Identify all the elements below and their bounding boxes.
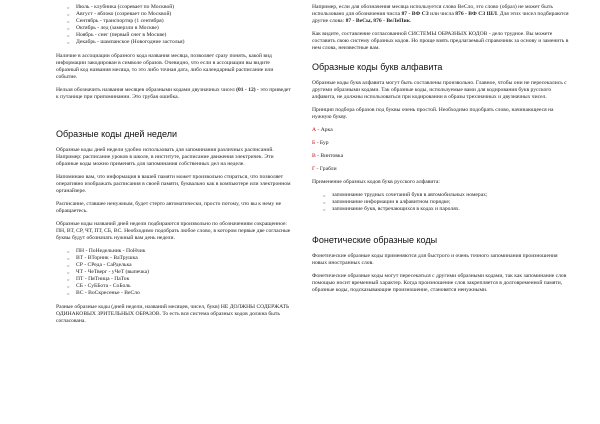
letter-sep: -	[316, 127, 321, 133]
days-list	[56, 248, 292, 297]
month-name: Июль	[76, 4, 90, 10]
list-item: ○ Сентябрь - транспортир (1 сентября)	[76, 18, 292, 25]
month-name: Август	[76, 11, 93, 17]
list-item: ○ Август - яблоко (созревает по Москвой)	[76, 11, 292, 18]
letter-row	[312, 153, 570, 160]
letter-sep: -	[315, 140, 320, 146]
letter-char: А	[312, 127, 317, 133]
paragraph: Напоминаю вам, что информация в вашей памяти может произвольно стираться, что позволяет оперативно изображать расписания в своей памяти, буквально как в компьютере или электронном органайзере.	[56, 174, 291, 194]
paragraph: Разные образные коды (дней недели, названий месяцев, чисел, букв) НЕ ДОЛЖНЫ СОДЕРЖАТЬ ОДИНАКОВЫХ ЗРИТЕЛЬНЫХ ОБРАЗОВ. То есть вся система образных кодов должна быть согласована.	[56, 304, 290, 324]
list-item: ○ ЧТ - ЧеТверг - уЧеТ (выпечка)	[76, 269, 292, 276]
list-item: ○ Октябрь - лед (замерзли в Москве)	[76, 25, 292, 32]
list-item: ○ Ноябрь - снег (первый снег в Москве)	[76, 32, 292, 39]
month-name: Декабрь	[76, 39, 96, 45]
letter-row	[312, 166, 570, 173]
list-item: ○ ПТ - ПяТница - ПаТок	[76, 276, 292, 283]
paragraph: Как видите, составление согласованной СИСТЕМЫ ОБРАЗНЫХ КОДОВ - дело трудное. Вы можете составить свою систему образных кодов. Но проще взять предлагаемый справочник за основу и заменить в нем слова, неизвестные вам.	[312, 31, 569, 51]
month-image: шампанское (Новогодние застолья)	[100, 39, 185, 45]
letter-word: Бур	[319, 140, 329, 146]
paragraph: Образные коды дней недели удобно использовать для запоминания различных расписаний. Например: расписание уроков в школе, в институте, расписание движения электричек. Эти образные коды можно применять для запоминания собственных дел на неделе.	[56, 147, 274, 167]
paragraph: Фонетические образные коды применяются для быстрого и очень точного запоминания произношения новых иностранных слов.	[312, 253, 558, 266]
list-item: ○ ПН - ПоНедельник - ПоНчик	[76, 248, 292, 255]
letter-word: Арка	[320, 127, 333, 133]
list-item: ○ ВС - ВоСкресенье - ВеСло	[76, 290, 292, 297]
paragraph: Наличие в ассоциации образного кода названия месяца, позволяет сразу понять, какой вид информации закодирован в символе образов. Очевидно, что если в ассоциации вы видите образный код названия месяца, то это либо точная дата, либо календарный расписание или событие.	[56, 53, 274, 80]
paragraph: Образные коды букв алфавита могут быть составлены произвольно. Главное, чтобы они не пересекались с другими образными кодами. Так образные коды, используемые вами для кодирования букв русского алфавита, не должны использоваться при кодировании в образы трехзначных и двузначных чисел.	[312, 80, 567, 100]
list-item: ○ запоминание трудных сочетаний букв в автомобильных номерах;	[332, 192, 570, 199]
paragraph: Фонетические образные коды могут пересекаться с другими образными кодами, так как запоминание слов помощью носит временный характер. Когда произношение слов закрепляется в долговременной памяти, образные коды, подсказывающие произношение, становятся ненужными.	[312, 273, 567, 293]
month-image: лед (замерзли в Москве)	[100, 25, 159, 31]
list-item: ○ Декабрь - шампанское (Новогодние застолья)	[76, 39, 292, 46]
list-item: ○ СР - СРеда - СаРделька	[76, 262, 292, 269]
section-heading-alphabet: Образные коды букв алфавита	[312, 62, 443, 72]
letter-word: Грабли	[319, 166, 337, 172]
letter-word: Винтовка	[320, 153, 344, 159]
month-image: снег (первый снег в Москве)	[98, 32, 167, 38]
letter-char: Г	[312, 166, 316, 172]
months-list	[56, 4, 292, 46]
right-column	[312, 0, 570, 300]
month-name: Октябрь	[76, 25, 96, 31]
paragraph: Нельзя обозначить названия месяцев образными кодами двузначных чисел (01 - 12) - это приведет к путанице при припоминании. Это грубая ошибка.	[56, 87, 291, 100]
letter-char: Б	[312, 140, 316, 146]
paragraph: Принцип подбора образов под буквы очень простой. Необходимо подобрать слово, начинающееся на нужную букву.	[312, 107, 554, 120]
letter-sep: -	[315, 153, 321, 159]
month-image: транспортир (1 сентября)	[103, 18, 164, 24]
paragraph: Расписание, ставшее ненужным, будет стерто автоматически, просто потому, что вы к нему не обращаетесь.	[56, 201, 282, 214]
list-item: ○ запоминание букв, встречающихся в кодах и паролях.	[332, 206, 570, 213]
month-image: яблоко (созревает по Москвой)	[97, 11, 172, 17]
month-name: Ноябрь	[76, 32, 94, 38]
list-item: ○ СБ - СуББота - СоБоль	[76, 283, 292, 290]
letters-list	[312, 127, 570, 173]
section-heading-phonetic: Фонетические образные коды	[312, 235, 438, 245]
paragraph: Применение образных кодов букв русского алфавита:	[312, 179, 440, 185]
letter-char: В	[312, 153, 316, 159]
letter-row	[312, 140, 570, 147]
uses-list	[312, 192, 570, 213]
left-column	[56, 0, 292, 331]
list-item: ○ ВТ - ВТорник - ВаТрушка	[76, 255, 292, 262]
letter-row	[312, 127, 570, 134]
list-item: ○ запоминание информации в алфавитном порядке;	[332, 199, 570, 206]
paragraph: Например, если для обозначения месяца используется слово ВеСло, это слово (образ) не может быть использовано для обозначения числа 87 - ВФ СЗ или числа 876 - ВФ СЗ ШЛ. Для этих чисел подбираются другие слова: 87 - ВеСы, 876 - ВеЛеПик.	[312, 4, 569, 24]
section-heading-weekdays: Образные коды дней недели	[56, 129, 177, 139]
month-image: клубника (созревает по Москвой)	[94, 4, 175, 10]
month-name: Сентябрь	[76, 18, 99, 24]
list-item: ○ Июль - клубника (созревает по Москвой)	[76, 4, 292, 11]
letter-sep: -	[315, 166, 320, 172]
paragraph: Образные коды названий дней недели подбираются произвольно по обозначениям сокращенное: ПН, ВТ, СР, ЧТ, ПТ, СБ, ВС. Необходимо подобрать любое слово, в котором первые две согласные буквы будут обозначать нужный вам день недели.	[56, 221, 291, 241]
